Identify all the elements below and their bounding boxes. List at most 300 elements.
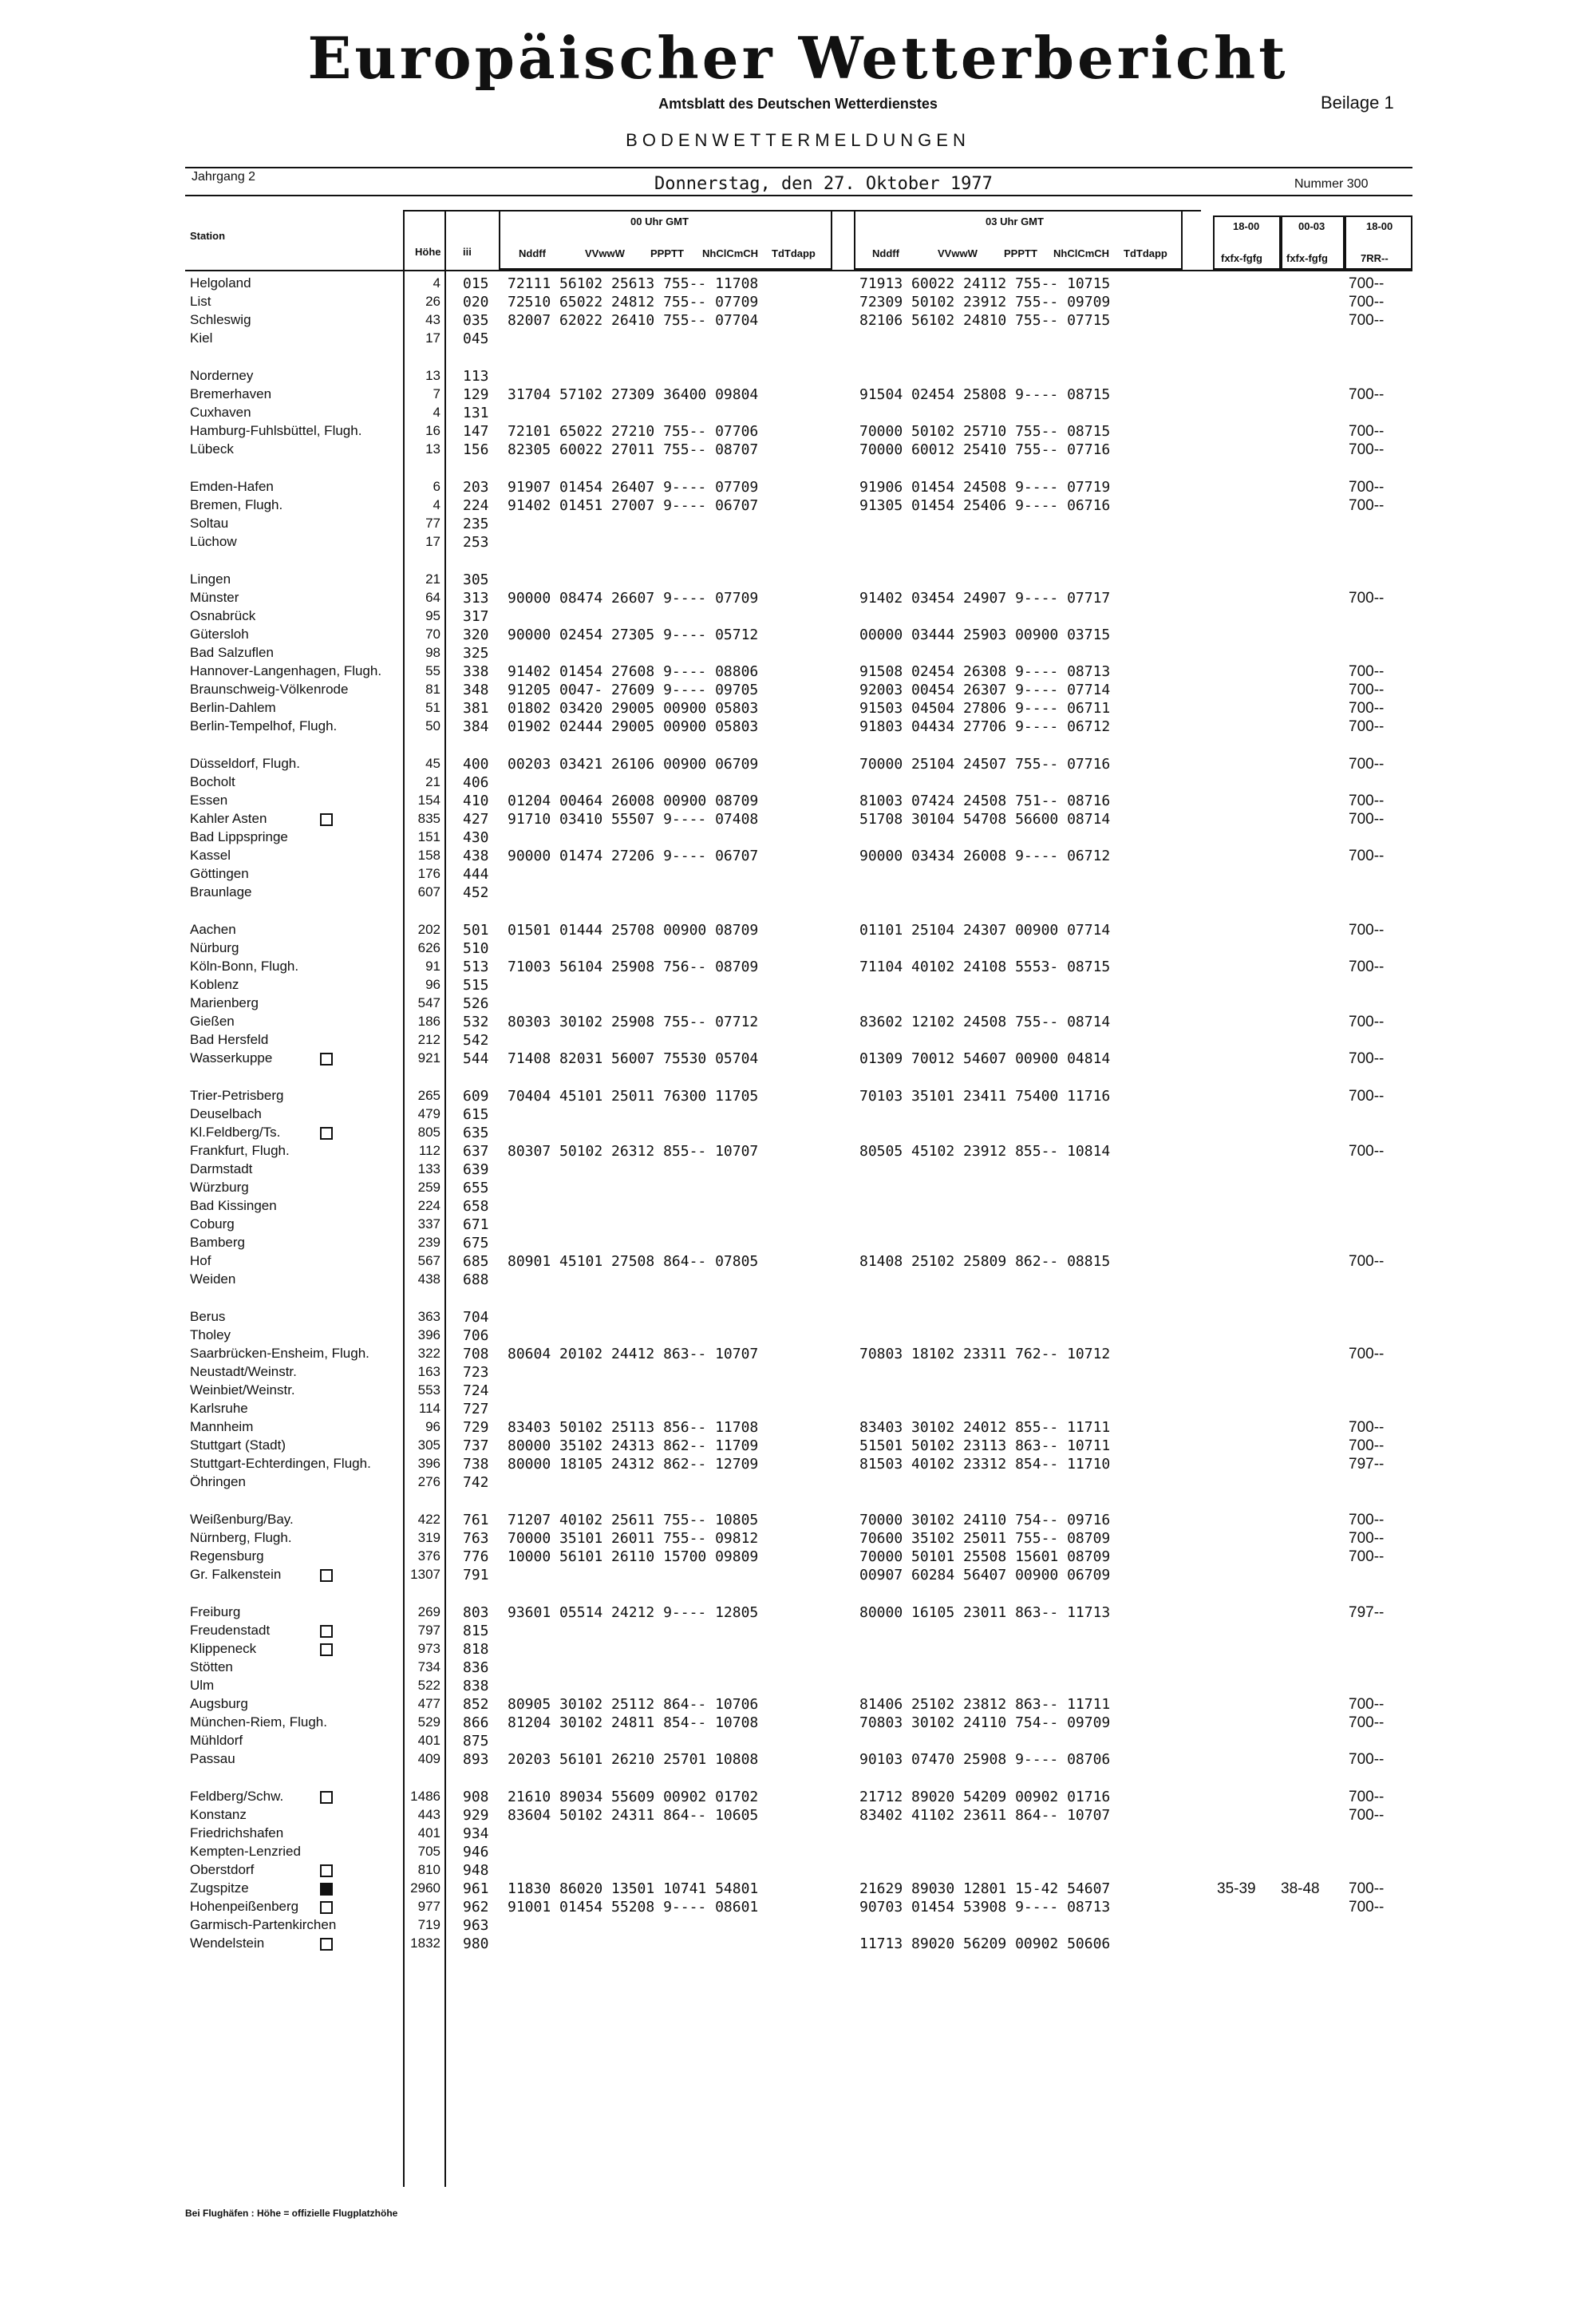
station-index: 948 [463,1862,489,1879]
station-height: 91 [425,959,440,974]
station-height: 265 [417,1088,440,1103]
station-index: 532 [463,1014,489,1030]
station-index: 763 [463,1530,489,1547]
precip-group: 700-- [1349,590,1385,607]
station-row [0,1880,1596,1899]
station-name: Deuselbach [190,1106,262,1121]
station-index: 704 [463,1309,489,1326]
header-col-vvwww: VVwwW [585,247,625,259]
station-name: Bremerhaven [190,386,272,401]
station-row [0,1733,1596,1751]
station-name: Weinbiet/Weinstr. [190,1382,295,1398]
precip-group: 700-- [1349,312,1385,329]
synop-03: 21712 89020 54209 00902 01716 [859,1789,1111,1805]
station-index: 224 [463,497,489,514]
station-index: 320 [463,627,489,643]
synop-03: 80505 45102 23912 855-- 10814 [859,1143,1111,1160]
station-row [0,866,1596,884]
synop-03: 91402 03454 24907 9---- 07717 [859,590,1111,607]
station-row [0,756,1596,774]
station-row [0,330,1596,349]
header-period3: 18-00 [1366,220,1393,232]
station-name: Augsburg [190,1696,248,1711]
station-height: 98 [425,645,440,660]
station-height: 607 [417,884,440,899]
station-index: 671 [463,1216,489,1233]
station-row [0,1935,1596,1954]
station-row [0,516,1596,534]
precip-group: 700-- [1349,479,1385,496]
station-height: 734 [417,1659,440,1674]
station-name: Konstanz [190,1807,247,1822]
synop-00: 01501 01444 25708 00900 08709 [508,922,759,939]
station-height: 6 [433,479,440,494]
station-row [0,1862,1596,1880]
station-height: 477 [417,1696,440,1711]
synop-00: 20203 56101 26210 25701 10808 [508,1751,759,1768]
station-name: Hof [190,1253,211,1268]
gust-00-03: 38-48 [1281,1880,1320,1897]
open-square-icon [320,1938,333,1951]
station-name: Coburg [190,1216,235,1232]
station-index: 729 [463,1419,489,1436]
precip-group: 700-- [1349,1880,1385,1897]
precip-group: 797-- [1349,1604,1385,1621]
station-row [0,1050,1596,1069]
station-name: Saarbrücken-Ensheim, Flugh. [190,1346,369,1361]
precip-group: 700-- [1349,1789,1385,1805]
station-index: 444 [463,866,489,883]
synop-00: 82305 60022 27011 755-- 08707 [508,441,759,458]
station-height: 479 [417,1106,440,1121]
station-height: 154 [417,793,440,808]
station-name: Wasserkuppe [190,1050,273,1065]
station-row [0,441,1596,460]
station-name: Lingen [190,571,231,587]
station-height: 176 [417,866,440,881]
station-height: 16 [425,423,440,438]
station-name: Freiburg [190,1604,241,1619]
synop-00: 91402 01454 27608 9---- 08806 [508,663,759,680]
precip-group: 700-- [1349,959,1385,975]
station-height: 396 [417,1327,440,1342]
synop-03: 71104 40102 24108 5553- 08715 [859,959,1111,975]
station-index: 015 [463,275,489,292]
station-height: 921 [417,1050,440,1065]
synop-00: 80905 30102 25112 864-- 10706 [508,1696,759,1713]
station-height: 401 [417,1825,440,1840]
synop-00: 83604 50102 24311 864-- 10605 [508,1807,759,1824]
station-height: 96 [425,1419,440,1434]
precip-group: 700-- [1349,1050,1385,1067]
synop-00: 80307 50102 26312 855-- 10707 [508,1143,759,1160]
station-row [0,1641,1596,1659]
header-bottom-rule [185,270,1412,271]
precip-group: 700-- [1349,1899,1385,1916]
station-row [0,590,1596,608]
station-row [0,1346,1596,1364]
station-height: 151 [417,829,440,844]
station-row [0,645,1596,663]
station-height: 401 [417,1733,440,1748]
station-name: Darmstadt [190,1161,253,1176]
header-sub3: 7RR-- [1361,252,1389,264]
synop-00: 10000 56101 26110 15700 09809 [508,1548,759,1565]
precip-group: 700-- [1349,682,1385,698]
station-row [0,774,1596,793]
station-height: 239 [417,1235,440,1250]
station-name: Bad Kissingen [190,1198,277,1213]
station-row [0,922,1596,940]
station-height: 21 [425,571,440,587]
precip-group: 700-- [1349,1696,1385,1713]
station-row [0,479,1596,497]
synop-03: 70000 30102 24110 754-- 09716 [859,1512,1111,1528]
station-name: Berlin-Dahlem [190,700,276,715]
station-row [0,368,1596,386]
station-height: 114 [418,1401,440,1416]
synop-00: 31704 57102 27309 36400 09804 [508,386,759,403]
station-row [0,1125,1596,1143]
station-height: 7 [433,386,440,401]
station-name: Tholey [190,1327,231,1342]
header-col-nhclcmch: NhClCmCH [702,247,759,259]
station-name: Wendelstein [190,1935,265,1951]
station-name: Weiden [190,1271,236,1287]
station-index: 131 [463,405,489,421]
header-col-ppptt: PPPTT [650,247,684,259]
station-index: 615 [463,1106,489,1123]
station-height: 322 [417,1346,440,1361]
station-height: 17 [425,330,440,346]
station-height: 26 [425,294,440,309]
station-name: Essen [190,793,228,808]
station-name: Braunschweig-Völkenrode [190,682,349,697]
synop-03: 81406 25102 23812 863-- 11711 [859,1696,1111,1713]
station-height: 1832 [410,1935,440,1951]
station-index: 438 [463,848,489,864]
station-height: 224 [417,1198,440,1213]
synop-03: 90000 03434 26008 9---- 06712 [859,848,1111,864]
synop-03: 91504 02454 25808 9---- 08715 [859,386,1111,403]
station-name: Bremen, Flugh. [190,497,283,512]
station-name: Mühldorf [190,1733,243,1748]
station-name: Göttingen [190,866,249,881]
station-row [0,829,1596,848]
station-name: Friedrichshafen [190,1825,284,1840]
station-row [0,1456,1596,1474]
station-height: 522 [417,1678,440,1693]
synop-00: 91402 01451 27007 9---- 06707 [508,497,759,514]
station-height: 186 [417,1014,440,1029]
station-name: Kempten-Lenzried [190,1844,301,1859]
synop-00: 72510 65022 24812 755-- 07709 [508,294,759,310]
station-index: 727 [463,1401,489,1417]
station-index: 542 [463,1032,489,1049]
precip-group: 700-- [1349,756,1385,773]
synop-03: 70000 50102 25710 755-- 08715 [859,423,1111,440]
header-height: Höhe [415,246,441,258]
header-col-tdtdapp: TdTdapp [772,247,816,259]
station-index: 738 [463,1456,489,1473]
station-height: 567 [417,1253,440,1268]
station-name: Köln-Bonn, Flugh. [190,959,299,974]
station-name: München-Riem, Flugh. [190,1714,327,1730]
synop-03: 91906 01454 24508 9---- 07719 [859,479,1111,496]
station-name: Bamberg [190,1235,245,1250]
section-title: BODENWETTERMELDUNGEN [626,130,970,150]
station-index: 113 [463,368,489,385]
station-row [0,1032,1596,1050]
station-index: 313 [463,590,489,607]
synop-03: 91508 02454 26308 9---- 08713 [859,663,1111,680]
station-name: List [190,294,211,309]
station-height: 17 [425,534,440,549]
station-height: 77 [425,516,440,531]
station-row [0,534,1596,552]
precip-group: 700-- [1349,1548,1385,1565]
station-row [0,312,1596,330]
synop-00: 71003 56104 25908 756-- 08709 [508,959,759,975]
station-height: 973 [417,1641,440,1656]
station-name: Zugspitze [190,1880,249,1896]
station-row [0,275,1596,294]
station-height: 133 [417,1161,440,1176]
station-height: 396 [417,1456,440,1471]
header-col-ppptt-03: PPPTT [1004,247,1037,259]
station-row [0,940,1596,959]
synop-03: 82106 56102 24810 755-- 07715 [859,312,1111,329]
station-row [0,977,1596,995]
synop-03: 83602 12102 24508 755-- 08714 [859,1014,1111,1030]
station-name: Norderney [190,368,254,383]
synop-03: 90103 07470 25908 9---- 08706 [859,1751,1111,1768]
precip-group: 700-- [1349,811,1385,828]
station-name: Karlsruhe [190,1401,248,1416]
station-name: Berlin-Tempelhof, Flugh. [190,718,338,733]
station-name: Freudenstadt [190,1623,271,1638]
precip-group: 700-- [1349,1143,1385,1160]
station-height: 95 [425,608,440,623]
station-row [0,959,1596,977]
station-index: 510 [463,940,489,957]
station-name: Stuttgart (Stadt) [190,1437,286,1453]
station-height: 4 [433,405,440,420]
station-row [0,1014,1596,1032]
station-name: Cuxhaven [190,405,251,420]
station-index: 513 [463,959,489,975]
synop-03: 70103 35101 23411 75400 11716 [859,1088,1111,1105]
station-index: 501 [463,922,489,939]
station-row [0,1825,1596,1844]
station-height: 422 [417,1512,440,1527]
synop-03: 70000 60012 25410 755-- 07716 [859,441,1111,458]
station-name: Hamburg-Fuhlsbüttel, Flugh. [190,423,362,438]
supplement-label: Beilage 1 [1321,93,1394,113]
station-row [0,1198,1596,1216]
open-square-icon [320,1625,333,1638]
station-row [0,1899,1596,1917]
station-index: 776 [463,1548,489,1565]
station-name: Bocholt [190,774,235,789]
date-line: Donnerstag, den 27. Oktober 1977 [654,174,993,194]
synop-00: 90000 02454 27305 9---- 05712 [508,627,759,643]
station-name: Helgoland [190,275,251,291]
station-row [0,1143,1596,1161]
synop-00: 91205 0047- 27609 9---- 09705 [508,682,759,698]
station-index: 723 [463,1364,489,1381]
station-height: 51 [425,700,440,715]
station-height: 13 [425,368,440,383]
synop-00: 90000 01474 27206 9---- 06707 [508,848,759,864]
station-index: 129 [463,386,489,403]
precip-group: 700-- [1349,793,1385,809]
synop-03: 00000 03444 25903 00900 03715 [859,627,1111,643]
station-name: Regensburg [190,1548,264,1564]
filled-square-icon [320,1883,333,1896]
station-index: 791 [463,1567,489,1583]
station-index: 305 [463,571,489,588]
station-index: 761 [463,1512,489,1528]
station-row [0,1789,1596,1807]
rule-top [185,167,1412,168]
header-sub2: fxfx-fgfg [1286,252,1328,264]
station-name: Düsseldorf, Flugh. [190,756,300,771]
precip-group: 700-- [1349,1807,1385,1824]
station-row [0,1678,1596,1696]
precip-group: 700-- [1349,1088,1385,1105]
synop-00: 82007 62022 26410 755-- 07704 [508,312,759,329]
station-name: Lüchow [190,534,237,549]
station-row [0,1419,1596,1437]
station-height: 259 [417,1180,440,1195]
header-col-nddff: Nddff [519,247,546,259]
station-name: Nürnberg, Flugh. [190,1530,292,1545]
station-row [0,682,1596,700]
synop-00: 91907 01454 26407 9---- 07709 [508,479,759,496]
station-name: Oberstdorf [190,1862,255,1877]
station-index: 427 [463,811,489,828]
header-gmt00: 00 Uhr GMT [630,215,689,227]
station-index: 852 [463,1696,489,1713]
station-row [0,1844,1596,1862]
precip-group: 700-- [1349,1530,1385,1547]
station-row [0,1161,1596,1180]
precip-group: 700-- [1349,497,1385,514]
station-name: Kahler Asten [190,811,267,826]
station-index: 147 [463,423,489,440]
header-station: Station [190,230,226,242]
synop-03: 51501 50102 23113 863-- 10711 [859,1437,1111,1454]
station-row [0,811,1596,829]
station-name: Würzburg [190,1180,249,1195]
synop-00: 21610 89034 55609 00902 01702 [508,1789,759,1805]
synop-03: 91503 04504 27806 9---- 06711 [859,700,1111,717]
station-index: 838 [463,1678,489,1694]
precip-group: 700-- [1349,663,1385,680]
synop-00: 11830 86020 13501 10741 54801 [508,1880,759,1897]
synop-00: 70000 35101 26011 755-- 09812 [508,1530,759,1547]
synop-00: 91710 03410 55507 9---- 07408 [508,811,759,828]
station-row [0,1309,1596,1327]
station-name: Mannheim [190,1419,254,1434]
station-name: Osnabrück [190,608,256,623]
synop-00: 71408 82031 56007 75530 05704 [508,1050,759,1067]
station-name: Klippeneck [190,1641,257,1656]
station-height: 112 [418,1143,440,1158]
station-height: 269 [417,1604,440,1619]
gust-18-00: 35-39 [1217,1880,1256,1897]
station-row [0,663,1596,682]
precip-group: 700-- [1349,1419,1385,1436]
station-row [0,1623,1596,1641]
header-gmt03: 03 Uhr GMT [986,215,1044,227]
station-index: 675 [463,1235,489,1251]
synop-00: 80000 18105 24312 862-- 12709 [508,1456,759,1473]
station-height: 158 [417,848,440,863]
header-sub1: fxfx-fgfg [1221,252,1262,264]
station-name: Ulm [190,1678,215,1693]
station-height: 4 [433,497,440,512]
station-height: 443 [417,1807,440,1822]
station-name: Weißenburg/Bay. [190,1512,294,1527]
precip-group: 700-- [1349,1751,1385,1768]
header-col-tdtdapp-03: TdTdapp [1124,247,1167,259]
station-row [0,1180,1596,1198]
station-index: 708 [463,1346,489,1362]
precip-group: 797-- [1349,1456,1385,1473]
station-index: 908 [463,1789,489,1805]
station-index: 639 [463,1161,489,1178]
open-square-icon [320,1127,333,1140]
station-index: 020 [463,294,489,310]
station-index: 384 [463,718,489,735]
station-name: Soltau [190,516,229,531]
synop-00: 91001 01454 55208 9---- 08601 [508,1899,759,1916]
header-index: iii [463,246,472,258]
station-index: 946 [463,1844,489,1860]
station-row [0,1696,1596,1714]
station-index: 875 [463,1733,489,1749]
synop-00: 00203 03421 26106 00900 06709 [508,756,759,773]
precip-group: 700-- [1349,275,1385,292]
station-height: 305 [417,1437,440,1453]
station-name: Bad Salzuflen [190,645,274,660]
station-index: 406 [463,774,489,791]
synop-00: 72101 65022 27210 755-- 07706 [508,423,759,440]
synop-03: 83403 30102 24012 855-- 11711 [859,1419,1111,1436]
station-row [0,884,1596,903]
station-index: 737 [463,1437,489,1454]
station-index: 688 [463,1271,489,1288]
station-height: 363 [417,1309,440,1324]
station-height: 13 [425,441,440,457]
precip-group: 700-- [1349,1437,1385,1454]
station-name: Hannover-Langenhagen, Flugh. [190,663,382,678]
station-name: Passau [190,1751,235,1766]
station-height: 1486 [410,1789,440,1804]
station-index: 803 [463,1604,489,1621]
station-row [0,793,1596,811]
station-height: 2960 [410,1880,440,1896]
station-name: Frankfurt, Flugh. [190,1143,290,1158]
precip-group: 700-- [1349,1714,1385,1731]
station-height: 547 [417,995,440,1010]
station-row [0,1088,1596,1106]
station-index: 962 [463,1899,489,1916]
station-row [0,1106,1596,1125]
station-row [0,497,1596,516]
